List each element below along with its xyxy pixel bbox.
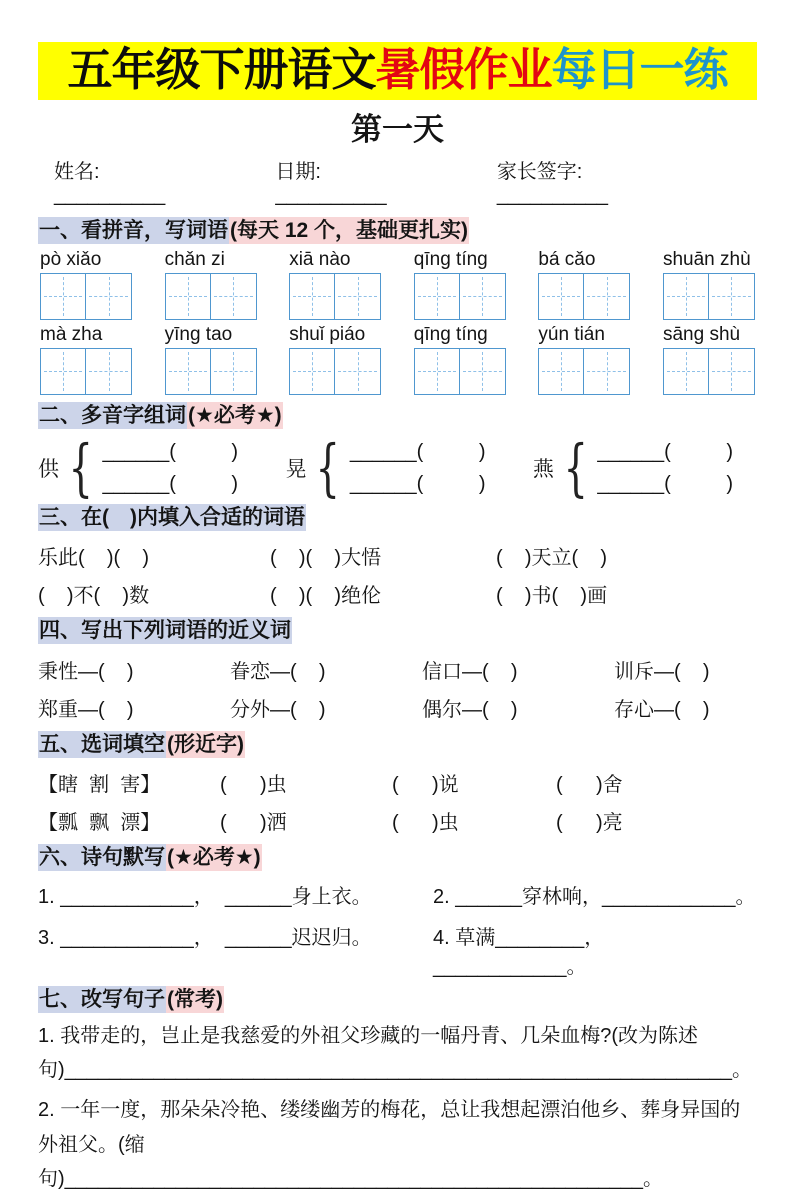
rewrite-sentence-item[interactable]: 1. 我带走的，岂止是我慈爱的外祖父珍藏的一幅丹青、几朵血梅?(改为陈述句)____________________________________________________________。 [38,1024,753,1082]
section5-subtitle: (形近字) [167,732,244,756]
writing-cell[interactable] [538,273,584,320]
synonym-blank[interactable]: 郑重—( ) [38,698,134,721]
word-block [538,324,630,395]
pinyin-label: xiā nào [289,248,351,270]
writing-cell[interactable] [40,348,86,395]
rewrite-sentence-item[interactable]: 2. 一年一度，那朵朵冷艳、缕缕幽芳的梅花，总让我想起漂泊他乡、葬身异国的外祖父。(缩句)____________________________________________________。 [38,1099,741,1191]
brace-glyph: { [68,431,93,505]
synonym-blank[interactable]: 眷恋—( ) [230,660,326,683]
writing-grid [165,273,257,320]
answer-blank[interactable]: ______( ) [349,440,486,463]
section3-title: 三、在( )内填入合适的词语 [39,505,305,529]
pinyin-label: yún tián [538,323,605,345]
brace-glyph: { [315,431,341,505]
answer-blank[interactable]: ______( ) [102,440,239,463]
signature-field[interactable]: 家长签字: __________ [496,160,609,206]
idiom-row [38,579,757,608]
polyphone-group [285,431,486,505]
writing-cell[interactable] [460,273,506,320]
writing-cell[interactable] [584,348,630,395]
word-choice-blank[interactable]: ( )舍 [556,774,623,797]
writing-grid [289,348,381,395]
section1-title: 一、看拼音，写词语 [39,218,228,242]
writing-cell[interactable] [335,348,381,395]
writing-cell[interactable] [165,273,211,320]
section7-title: 七、改写句子 [39,988,165,1012]
section5-heading [38,731,757,759]
answer-blank[interactable]: ______( ) [102,472,239,495]
word-block [40,324,132,395]
polyphone-group [38,431,239,505]
writing-cell[interactable] [538,348,584,395]
writing-cell[interactable] [663,273,709,320]
idiom-row [38,541,757,570]
section3-heading [38,504,757,532]
writing-cell[interactable] [335,273,381,320]
section6-heading [38,844,757,872]
polyphone-char: 供 [38,458,59,482]
writing-cell[interactable] [211,273,257,320]
section4-heading [38,617,757,645]
writing-grid [40,348,132,395]
section7-heading [38,986,757,1014]
word-choice-set: 【瓢 飘 漂】 [38,812,161,835]
pinyin-label: bá cǎo [538,248,596,270]
writing-cell[interactable] [86,348,132,395]
brace-glyph: { [563,431,588,505]
word-block [165,324,257,395]
writing-grid [40,273,132,320]
writing-grid [414,273,506,320]
answer-blank[interactable]: ______( ) [597,472,733,495]
word-block [414,249,506,320]
day-title: 第一天 [351,111,444,147]
word-choice-set: 【瞎 割 害】 [38,774,161,797]
word-block [663,249,755,320]
polyphone-char: 晃 [285,458,307,482]
word-block [414,324,506,395]
pinyin-label: pò xiǎo [40,248,102,270]
word-block [289,249,381,320]
word-block [40,249,132,320]
pinyin-label: shuān zhù [662,248,751,270]
synonym-blank[interactable]: 存心—( ) [614,698,710,721]
word-choice-blank[interactable]: ( )虫 [220,774,287,797]
writing-cell[interactable] [211,348,257,395]
synonym-row [38,693,757,722]
writing-grid [663,348,755,395]
writing-cell[interactable] [709,273,755,320]
pinyin-label: qīng tíng [413,323,488,345]
writing-cell[interactable] [289,348,335,395]
writing-cell[interactable] [414,348,460,395]
writing-cell[interactable] [460,348,506,395]
writing-cell[interactable] [86,273,132,320]
writing-grid [538,348,630,395]
synonym-blank[interactable]: 偶尔—( ) [422,698,518,721]
pinyin-label: mà zha [40,323,103,345]
banner-grade-text: 五年级下册语文 [67,44,376,95]
section6-subtitle: (★必考★) [167,846,261,870]
section2-subtitle: (★必考★) [188,403,282,427]
banner-daily-text: 每日一练 [551,44,728,95]
pinyin-label: sāng shù [662,323,741,345]
writing-cell[interactable] [40,273,86,320]
poem-item[interactable]: 1. ____________， ______身上衣。 [38,886,372,909]
synonym-blank[interactable]: 训斥—( ) [614,660,710,683]
info-row [54,155,757,207]
word-choice-row [38,806,757,835]
section4-title: 四、写出下列词语的近义词 [39,619,291,643]
pinyin-label: chǎn zi [164,248,225,270]
poem-item[interactable]: 3. ____________， ______迟迟归。 [38,927,372,950]
synonym-blank[interactable]: 秉性—( ) [38,660,134,683]
section2-title: 二、多音字组词 [39,403,186,427]
writing-cell[interactable] [709,348,755,395]
section7-subtitle: (常考) [167,988,223,1012]
writing-cell[interactable] [165,348,211,395]
word-choice-blank[interactable]: ( )虫 [392,812,459,835]
word-choice-blank[interactable]: ( )亮 [556,812,623,835]
section2-heading [38,402,757,430]
answer-blank[interactable]: ______( ) [349,472,486,495]
word-choice-blank[interactable]: ( )说 [392,774,459,797]
word-choice-row [38,768,757,797]
polyphone-char: 燕 [532,458,554,482]
idiom-blank[interactable]: ( )( )大悟 [270,547,382,570]
banner-homework-text: 暑假作业 [375,44,552,95]
writing-grid [414,348,506,395]
idiom-blank[interactable]: ( )不( )数 [38,585,150,608]
word-block [538,249,630,320]
word-choice-blank[interactable]: ( )洒 [220,812,287,835]
poem-item[interactable]: 2. ______穿林响，____________。 [433,886,756,909]
idiom-blank[interactable]: ( )书( )画 [496,585,608,608]
pinyin-label: shuǐ piáo [289,323,366,345]
word-block [289,324,381,395]
section5-title: 五、选词填空 [39,732,165,756]
date-field[interactable]: 日期: __________ [275,160,387,206]
writing-grid [289,273,381,320]
section1-subtitle: (每天 12 个，基础更扎实) [230,218,469,242]
pinyin-label: yīng tao [164,323,233,345]
writing-grid [538,273,630,320]
answer-blank[interactable]: ______( ) [597,440,733,463]
writing-cell[interactable] [663,348,709,395]
word-block [165,249,257,320]
writing-cell[interactable] [414,273,460,320]
synonym-blank[interactable]: 信口—( ) [422,660,518,683]
section6-title: 六、诗句默写 [39,846,165,870]
writing-grid [165,348,257,395]
writing-cell[interactable] [289,273,335,320]
name-field[interactable]: 姓名: __________ [54,160,166,206]
title-banner [38,42,757,100]
poem-item[interactable]: 4. 草满________，____________。 [433,927,605,979]
section1-heading [38,217,757,245]
synonym-row [38,655,757,684]
idiom-blank[interactable]: 乐此( )( ) [38,547,150,570]
pinyin-row-1 [40,249,755,320]
synonym-blank[interactable]: 分外—( ) [230,698,326,721]
pinyin-row-2 [40,324,755,395]
idiom-blank[interactable]: ( )( )绝伦 [270,585,382,608]
poem-dictation-grid [38,880,757,979]
writing-grid [663,273,755,320]
idiom-blank[interactable]: ( )天立( ) [496,547,608,570]
word-block [663,324,755,395]
writing-cell[interactable] [584,273,630,320]
pinyin-label: qīng tíng [413,248,488,270]
polyphone-group [532,431,733,505]
polyphone-row [38,431,733,505]
